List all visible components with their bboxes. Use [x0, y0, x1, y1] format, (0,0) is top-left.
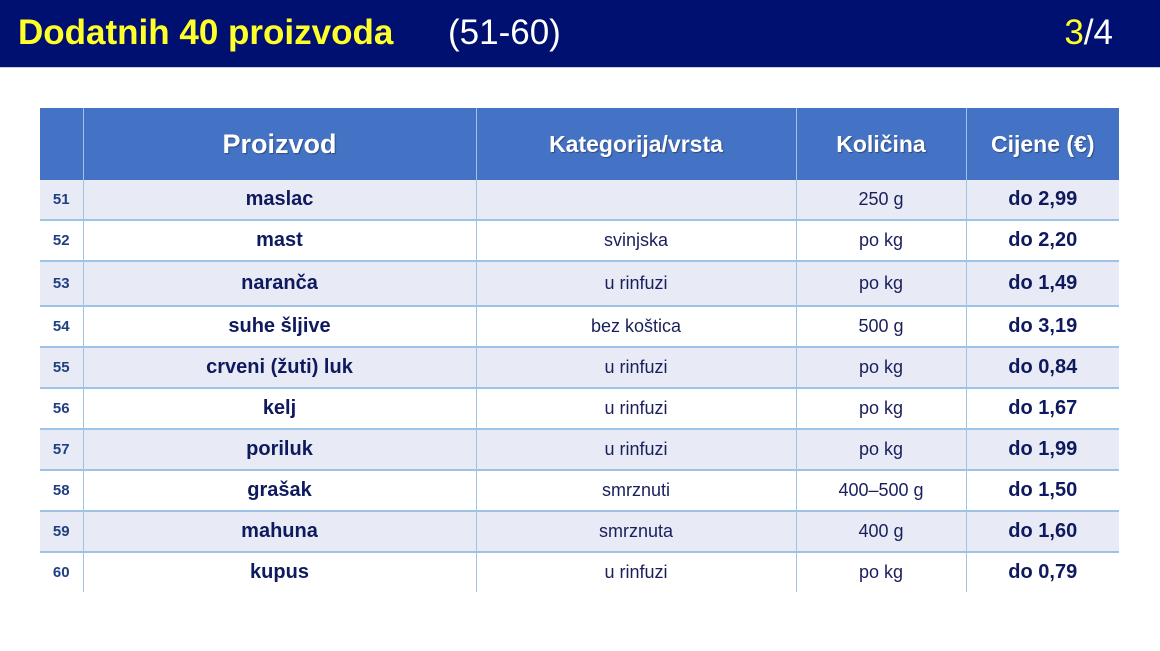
product-category: u rinfuzi — [476, 261, 796, 306]
table-row — [40, 388, 1119, 429]
column-header-category: Kategorija/vrsta — [476, 108, 796, 180]
product-price: do 1,60 — [966, 511, 1119, 552]
product-quantity: po kg — [796, 220, 966, 261]
product-category: svinjska — [476, 220, 796, 261]
page-separator: / — [1083, 13, 1094, 52]
product-name: mahuna — [83, 511, 476, 552]
row-number: 57 — [40, 429, 83, 470]
product-quantity: po kg — [796, 261, 966, 306]
slide-title-range: (51-60) — [448, 13, 561, 52]
product-name: naranča — [83, 261, 476, 306]
table-row — [40, 347, 1119, 388]
column-header-number — [40, 108, 83, 180]
page-current: 3 — [1064, 13, 1084, 52]
table-row — [40, 306, 1119, 347]
slide-title: Dodatnih 40 proizvoda — [18, 13, 394, 52]
row-number: 53 — [40, 261, 83, 306]
page-total: 4 — [1093, 13, 1113, 52]
product-price: do 0,79 — [966, 552, 1119, 592]
column-header-price: Cijene (€) — [966, 108, 1119, 180]
product-category: u rinfuzi — [476, 388, 796, 429]
product-name: mast — [83, 220, 476, 261]
row-number: 54 — [40, 306, 83, 347]
table-row — [40, 470, 1119, 511]
row-number: 51 — [40, 180, 83, 220]
product-quantity: 250 g — [796, 180, 966, 220]
product-name: crveni (žuti) luk — [83, 347, 476, 388]
product-category: u rinfuzi — [476, 347, 796, 388]
product-quantity: 400 g — [796, 511, 966, 552]
product-category — [476, 180, 796, 220]
row-number: 60 — [40, 552, 83, 592]
product-category: u rinfuzi — [476, 552, 796, 592]
product-quantity: po kg — [796, 552, 966, 592]
row-number: 56 — [40, 388, 83, 429]
table-row — [40, 261, 1119, 306]
column-header-product: Proizvod — [83, 108, 476, 180]
product-price: do 1,50 — [966, 470, 1119, 511]
product-quantity: 400–500 g — [796, 470, 966, 511]
product-name: grašak — [83, 470, 476, 511]
row-number: 52 — [40, 220, 83, 261]
product-quantity: 500 g — [796, 306, 966, 347]
product-price: do 3,19 — [966, 306, 1119, 347]
product-name: kupus — [83, 552, 476, 592]
product-category: smrznuta — [476, 511, 796, 552]
row-number: 55 — [40, 347, 83, 388]
row-number: 59 — [40, 511, 83, 552]
table-row — [40, 180, 1119, 220]
product-category: bez koštica — [476, 306, 796, 347]
row-number: 58 — [40, 470, 83, 511]
product-name: suhe šljive — [83, 306, 476, 347]
product-name: poriluk — [83, 429, 476, 470]
table-header-row — [40, 108, 1119, 180]
table-row — [40, 429, 1119, 470]
product-price: do 2,20 — [966, 220, 1119, 261]
page-indicator — [1064, 10, 1113, 56]
product-quantity: po kg — [796, 429, 966, 470]
product-name: kelj — [83, 388, 476, 429]
product-price: do 0,84 — [966, 347, 1119, 388]
product-category: smrznuti — [476, 470, 796, 511]
table-row — [40, 511, 1119, 552]
product-price: do 1,99 — [966, 429, 1119, 470]
product-price: do 1,67 — [966, 388, 1119, 429]
product-price: do 2,99 — [966, 180, 1119, 220]
product-name: maslac — [83, 180, 476, 220]
price-table — [40, 108, 1119, 592]
table-row — [40, 220, 1119, 261]
title-bar — [0, 0, 1160, 68]
product-quantity: po kg — [796, 388, 966, 429]
column-header-quantity: Količina — [796, 108, 966, 180]
product-category: u rinfuzi — [476, 429, 796, 470]
table-row — [40, 552, 1119, 592]
product-quantity: po kg — [796, 347, 966, 388]
product-price: do 1,49 — [966, 261, 1119, 306]
